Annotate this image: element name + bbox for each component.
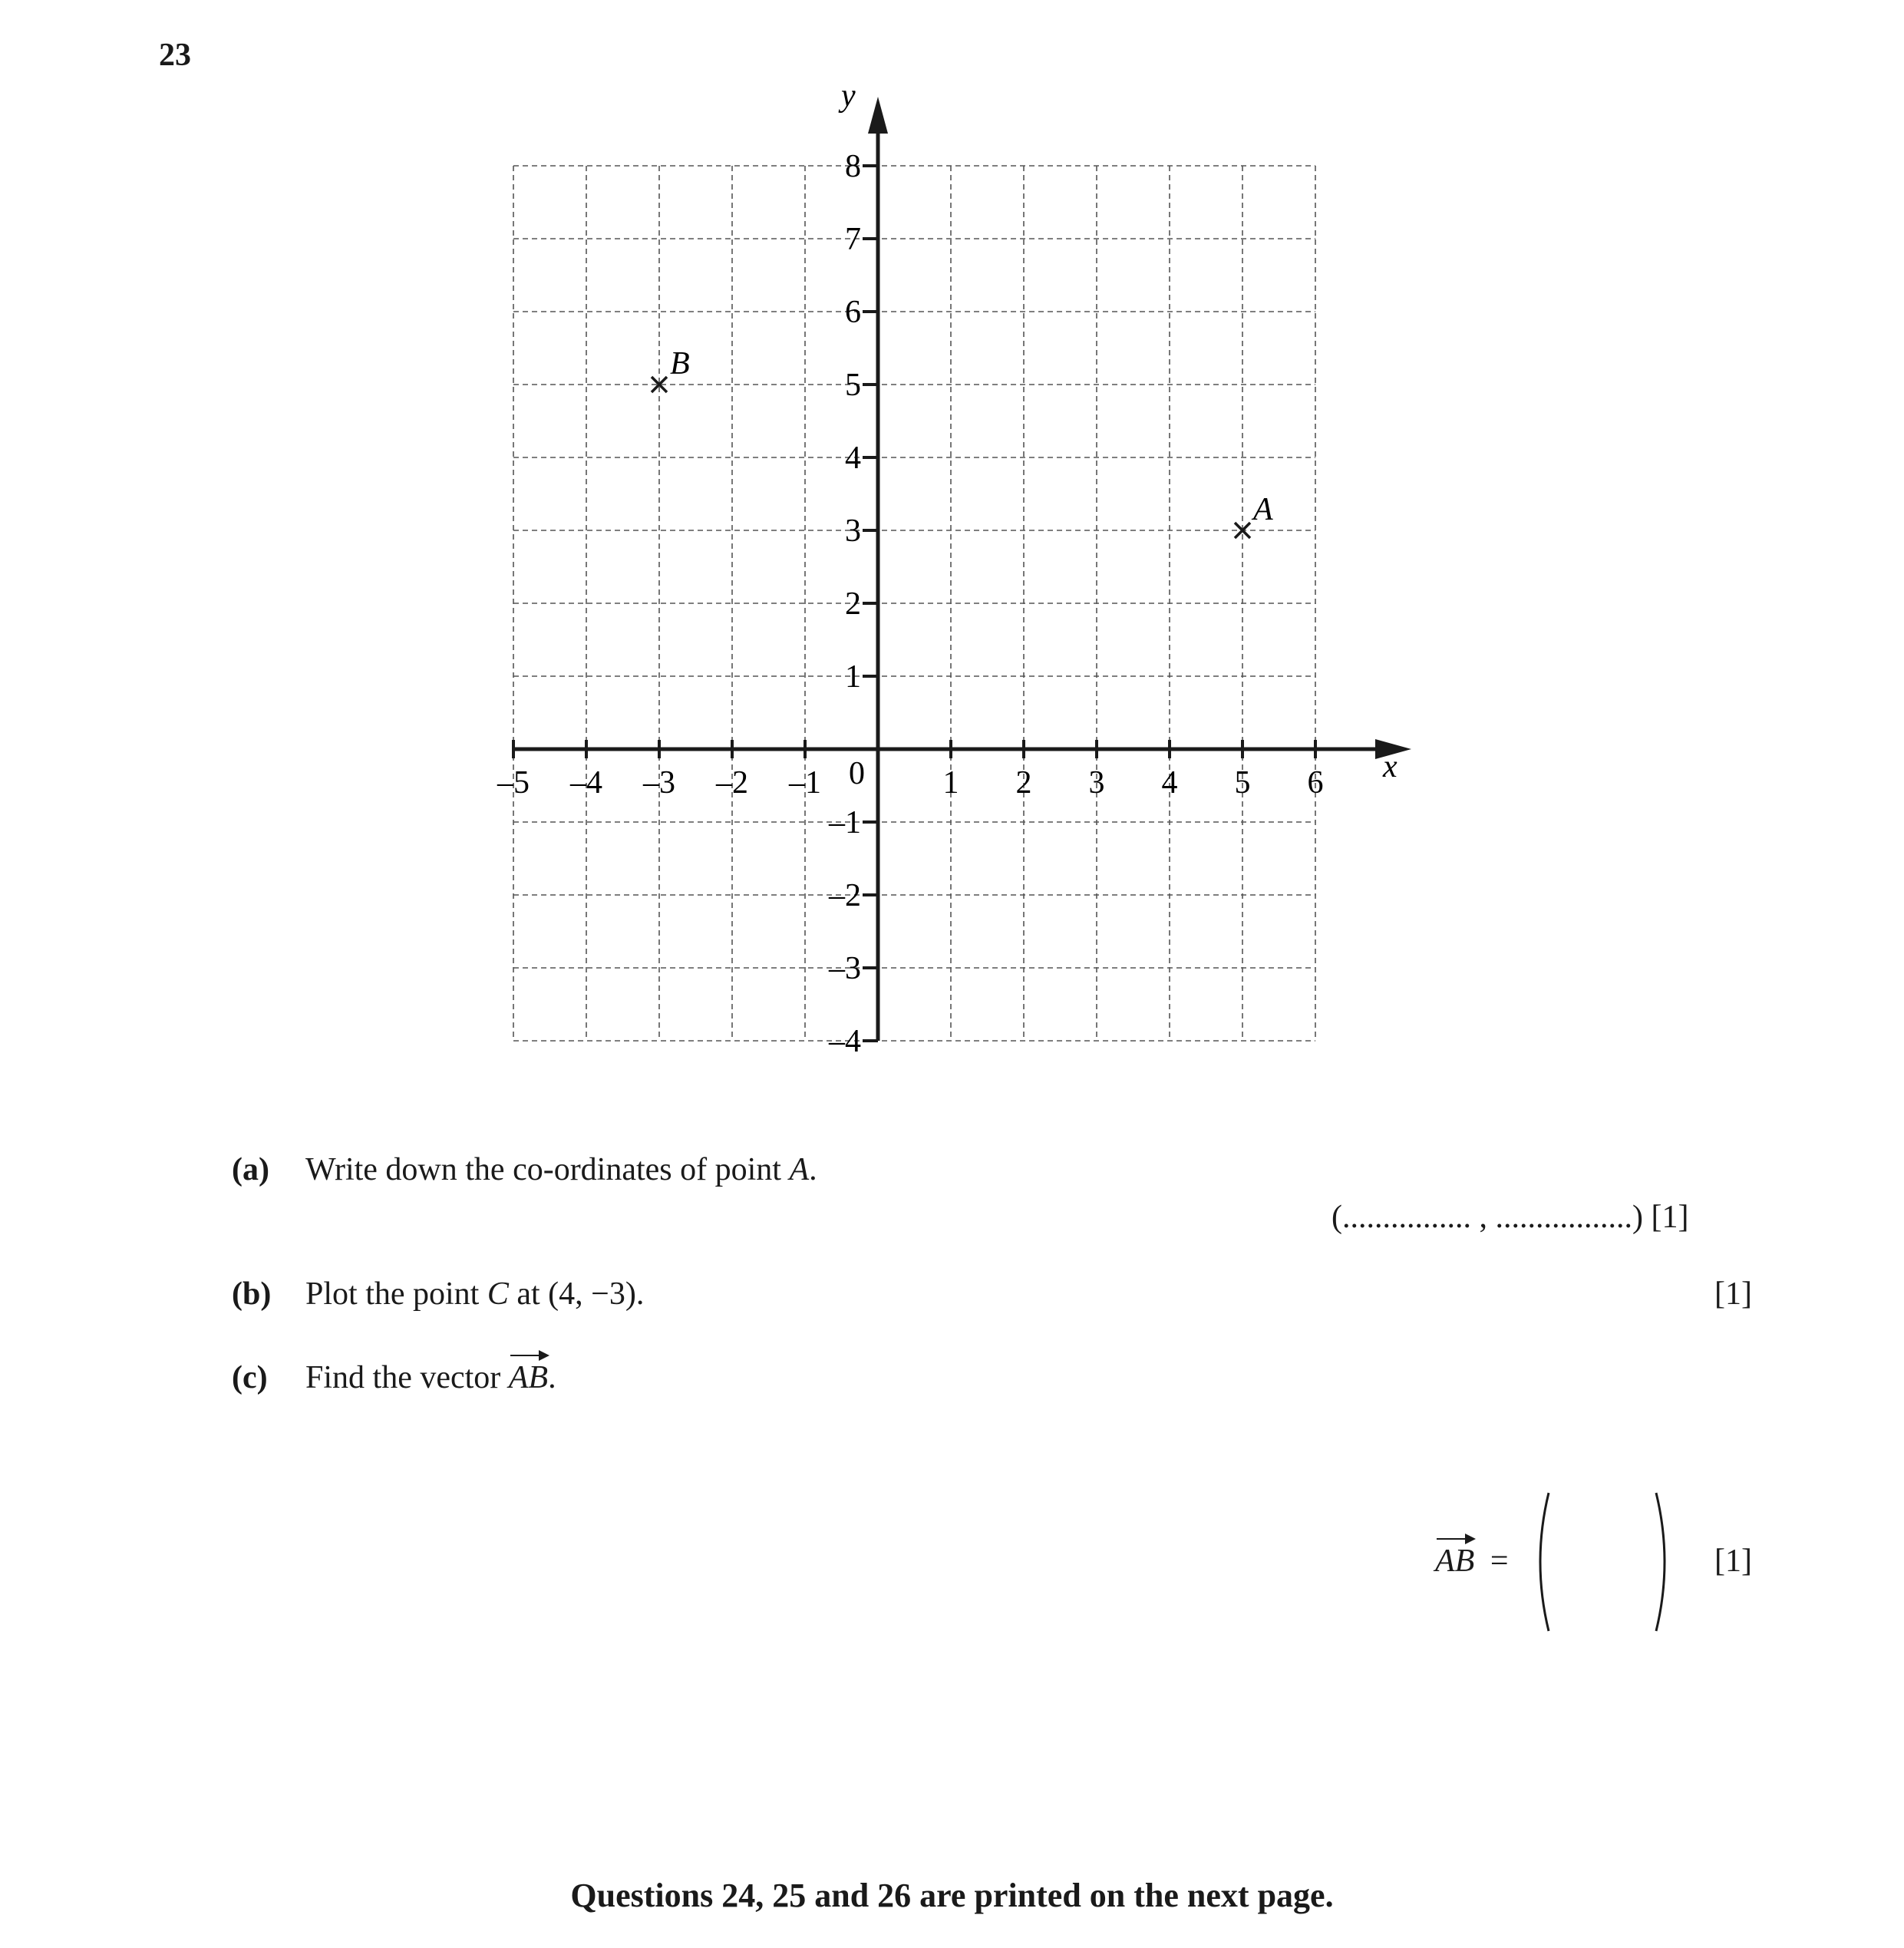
point-label-b: B — [670, 346, 690, 381]
part-c-label: (c) — [232, 1360, 268, 1395]
tick-labels — [497, 149, 1324, 1059]
x-tick-label: 5 — [1234, 765, 1251, 801]
y-tick-label: –4 — [829, 1024, 861, 1059]
x-tick-label: –5 — [497, 765, 530, 801]
part-c-end: . — [548, 1360, 556, 1395]
y-tick-label: 2 — [845, 586, 861, 622]
x-tick-label: 1 — [942, 765, 959, 801]
part-b-text: Plot the point — [305, 1276, 487, 1312]
part-a-end: . — [809, 1152, 817, 1187]
part-c-vector: AB — [508, 1360, 549, 1395]
part-a-answer-line[interactable] — [1331, 1199, 1688, 1236]
point-label-a: A — [1253, 492, 1273, 527]
left-bracket — [1540, 1493, 1549, 1631]
y-tick-label: 3 — [845, 513, 861, 549]
x-tick-label: –1 — [789, 765, 821, 801]
vector-answer — [1435, 1543, 1509, 1580]
right-bracket — [1656, 1493, 1665, 1631]
x-tick-label: 3 — [1088, 765, 1105, 801]
part-c-text: Find the vector — [305, 1360, 509, 1395]
part-c-question — [232, 1359, 556, 1396]
y-tick-label: –3 — [829, 951, 861, 986]
y-tick-label: 6 — [845, 295, 861, 330]
answer-equals: = — [1490, 1544, 1509, 1579]
y-axis-arrow — [868, 97, 888, 134]
x-tick-label: 2 — [1015, 765, 1032, 801]
vector-answer-brackets[interactable] — [1527, 1489, 1681, 1635]
x-tick-label: 4 — [1161, 765, 1178, 801]
part-b-rest: at (4, −3). — [508, 1276, 645, 1312]
y-tick-label: 8 — [845, 149, 861, 184]
question-number: 23 — [159, 38, 191, 73]
part-a-question — [232, 1151, 817, 1188]
part-b-question — [232, 1276, 644, 1312]
answer-vector-label: AB — [1435, 1544, 1475, 1579]
x-tick-label: –3 — [643, 765, 675, 801]
part-a-marks: [1] — [1651, 1200, 1689, 1235]
origin-label: 0 — [849, 756, 865, 791]
y-axis-label: y — [841, 78, 856, 114]
part-b-marks: [1] — [1714, 1276, 1752, 1312]
x-tick-label: 6 — [1307, 765, 1324, 801]
y-tick-label: 7 — [845, 222, 861, 257]
y-tick-label: 5 — [845, 368, 861, 403]
y-tick-label: –2 — [829, 878, 861, 913]
y-tick-label: –1 — [829, 805, 861, 840]
part-a-label: (a) — [232, 1152, 269, 1187]
part-c-marks: [1] — [1714, 1544, 1752, 1579]
y-tick-label: 4 — [845, 441, 861, 476]
footer-note: Questions 24, 25 and 26 are printed on the next page. — [570, 1877, 1334, 1914]
x-tick-label: –2 — [716, 765, 748, 801]
part-a-text: Write down the co-ordinates of point — [305, 1152, 790, 1187]
y-tick-label: 1 — [845, 659, 861, 695]
x-axis-label: x — [1383, 749, 1397, 784]
grid-lines — [513, 166, 1315, 1041]
plotted-points — [652, 346, 1273, 538]
part-a-point: A — [789, 1152, 810, 1187]
part-b-point: C — [487, 1276, 509, 1312]
coordinate-answer-blanks[interactable]: (................ , .................) — [1331, 1200, 1643, 1235]
axes — [513, 78, 1411, 1041]
x-tick-label: –4 — [570, 765, 602, 801]
part-b-label: (b) — [232, 1276, 272, 1312]
